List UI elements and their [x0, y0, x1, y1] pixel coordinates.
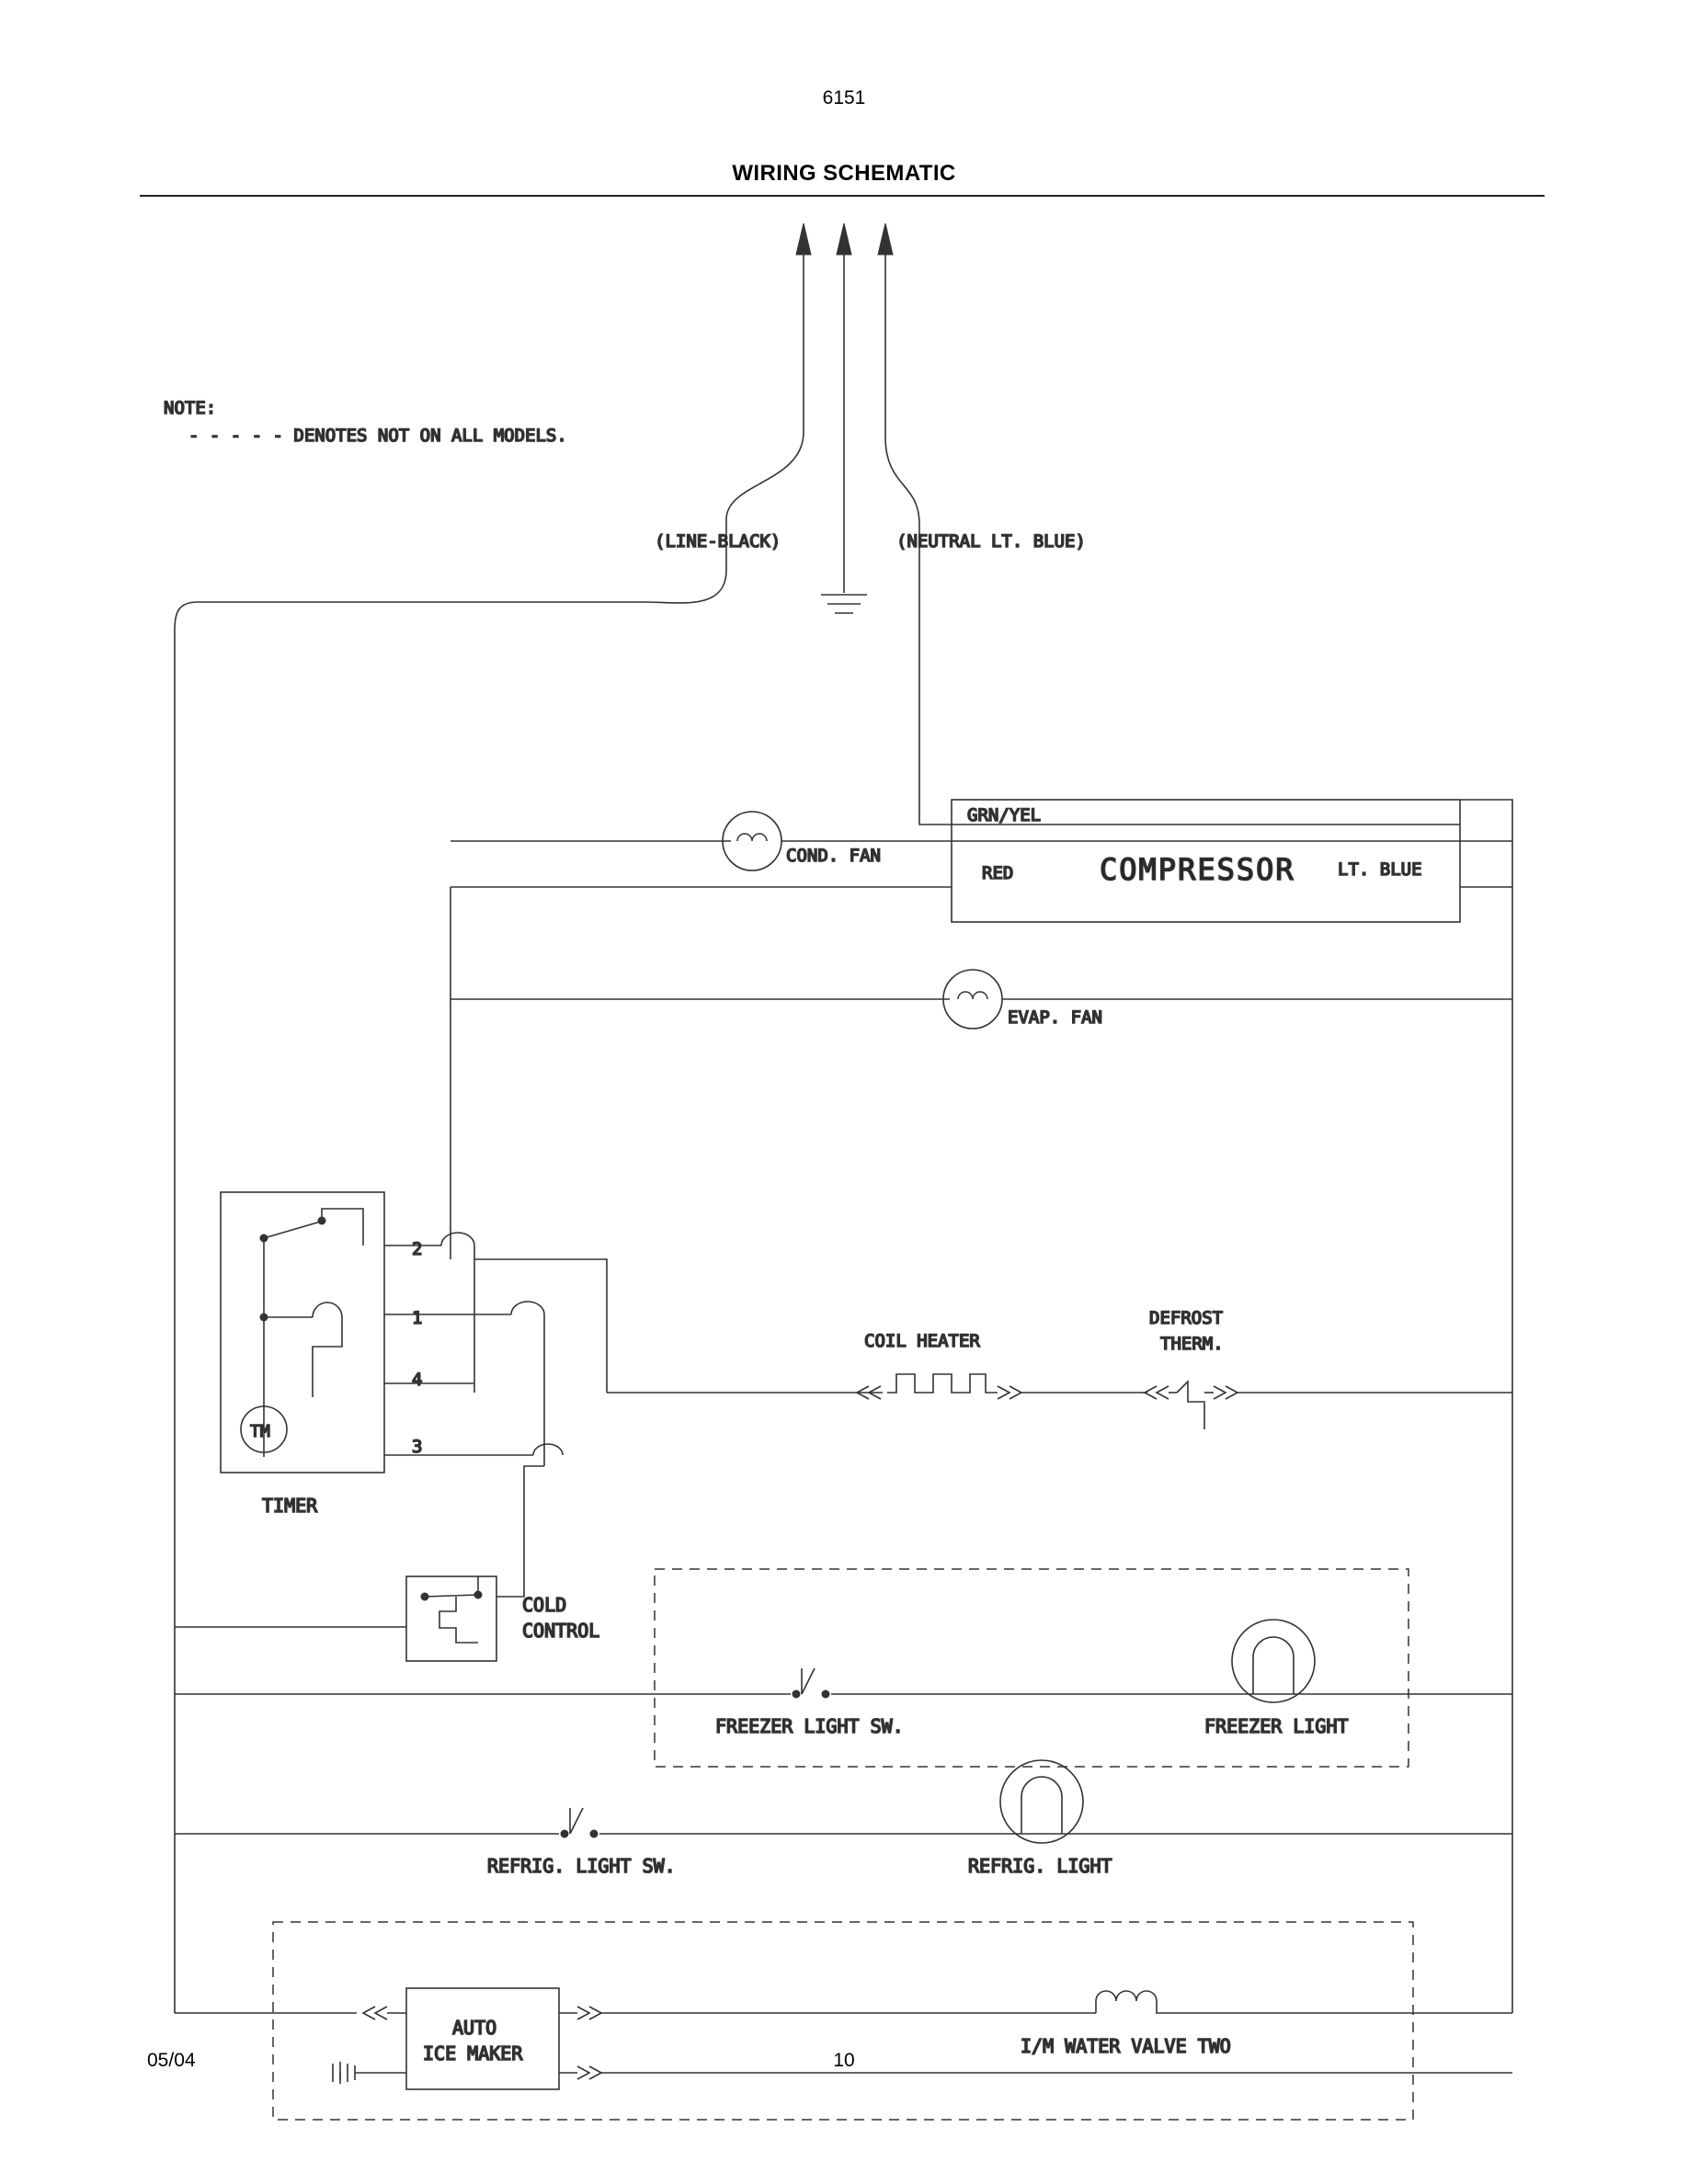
cond-fan-label: COND. FAN: [786, 846, 881, 866]
timer-terminal-4: 4: [412, 1370, 423, 1390]
cold-control-label-2: CONTROL: [522, 1620, 600, 1642]
timer-terminal-2: 2: [412, 1239, 423, 1259]
compressor-label: COMPRESSOR: [1100, 852, 1295, 887]
footer-page-number: 10: [833, 2050, 855, 2071]
footer-date: 05/04: [147, 2050, 196, 2071]
compressor-ground-terminal: GRN/YEL: [967, 805, 1042, 825]
compressor-red-terminal: RED: [982, 863, 1014, 883]
im-water-valve-label: I/M WATER VALVE TWO: [1021, 2035, 1231, 2057]
note-legend: - - - - - DENOTES NOT ON ALL MODELS.: [188, 426, 567, 446]
timer-terminal-1: 1: [412, 1308, 423, 1328]
freezer-light-label: FREEZER LIGHT: [1204, 1715, 1349, 1737]
refrig-light-sw-label: REFRIG. LIGHT SW.: [487, 1855, 676, 1877]
timer-terminal-3: 3: [412, 1437, 423, 1457]
compressor-blue-terminal: LT. BLUE: [1338, 859, 1422, 880]
header-divider: [140, 195, 1545, 197]
coil-heater-label: COIL HEATER: [864, 1331, 980, 1351]
evap-fan-label: EVAP. FAN: [1008, 1007, 1102, 1028]
page-title: WIRING SCHEMATIC: [732, 161, 956, 186]
timer-label: TIMER: [262, 1495, 318, 1517]
defrost-therm-label-1: DEFROST: [1149, 1308, 1224, 1328]
defrost-therm-label-2: THERM.: [1160, 1334, 1224, 1354]
model-number: 6151: [822, 87, 866, 108]
timer-motor-label: TM: [250, 1422, 270, 1441]
ice-maker-label-1: AUTO: [452, 2017, 497, 2039]
freezer-light-sw-label: FREEZER LIGHT SW.: [715, 1715, 904, 1737]
ice-maker-label-2: ICE MAKER: [423, 2042, 523, 2065]
cold-control-label-1: COLD: [522, 1594, 567, 1616]
neutral-label: (NEUTRAL LT. BLUE): [896, 531, 1086, 552]
refrig-light-label: REFRIG. LIGHT: [968, 1855, 1112, 1877]
line-black-label: (LINE-BLACK): [655, 531, 781, 552]
note-heading: NOTE:: [164, 398, 217, 418]
